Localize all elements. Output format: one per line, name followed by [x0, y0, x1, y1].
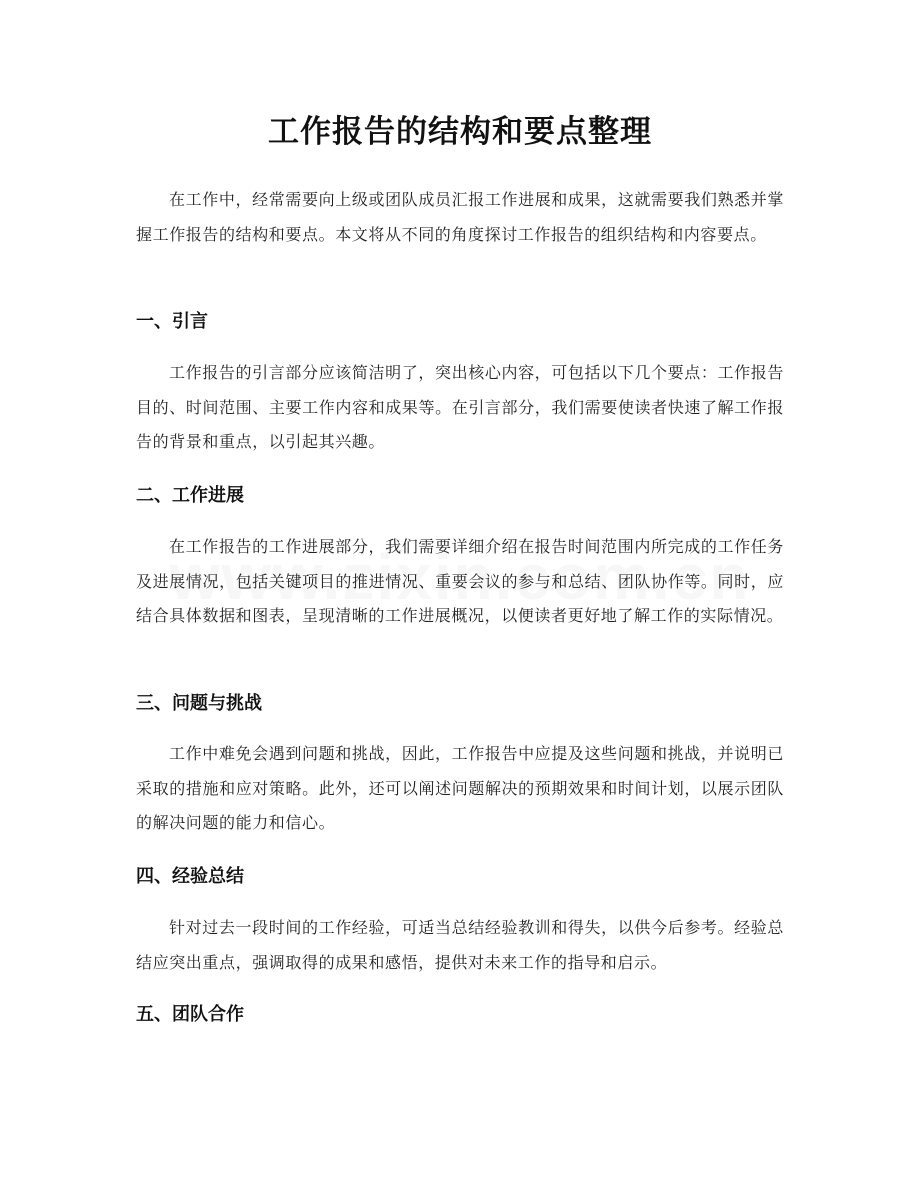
section-heading-challenges: 三、问题与挑战	[136, 693, 262, 714]
section-body-progress: 在工作报告的工作进展部分，我们需要详细介绍在报告时间范围内所完成的工作任务及进展情况，包括关键项目的推进情况、重要会议的参与和总结、团队协作等。同时，应结合具体数据和图表，呈现清晰的工作进展概况，以便读者更好地了解工作的实际情况。	[136, 537, 784, 625]
section-body-summary: 针对过去一段时间的工作经验，可适当总结经验教训和得失，以供今后参考。经验总结应突出重点，强调取得的成果和感悟，提供对未来工作的指导和启示。	[136, 918, 784, 972]
intro-paragraph: 在工作中，经常需要向上级或团队成员汇报工作进展和成果，这就需要我们熟悉并掌握工作报告的结构和要点。本文将从不同的角度探讨工作报告的组织结构和内容要点。	[136, 190, 784, 244]
section-heading-teamwork: 五、团队合作	[136, 1004, 244, 1025]
section-body-introduction: 工作报告的引言部分应该简洁明了，突出核心内容，可包括以下几个要点：工作报告目的、时间范围、主要工作内容和成果等。在引言部分，我们需要使读者快速了解工作报告的背景和重点，以引起其兴趣。	[136, 363, 784, 451]
document-title: 工作报告的结构和要点整理	[268, 114, 652, 150]
section-heading-summary: 四、经验总结	[136, 866, 244, 887]
section-heading-progress: 二、工作进展	[136, 485, 244, 506]
section-heading-introduction: 一、引言	[136, 311, 208, 332]
section-body-challenges: 工作中难免会遇到问题和挑战，因此，工作报告中应提及这些问题和挑战，并说明已采取的措施和应对策略。此外，还可以阐述问题解决的预期效果和时间计划，以展示团队的解决问题的能力和信心。	[136, 744, 784, 832]
